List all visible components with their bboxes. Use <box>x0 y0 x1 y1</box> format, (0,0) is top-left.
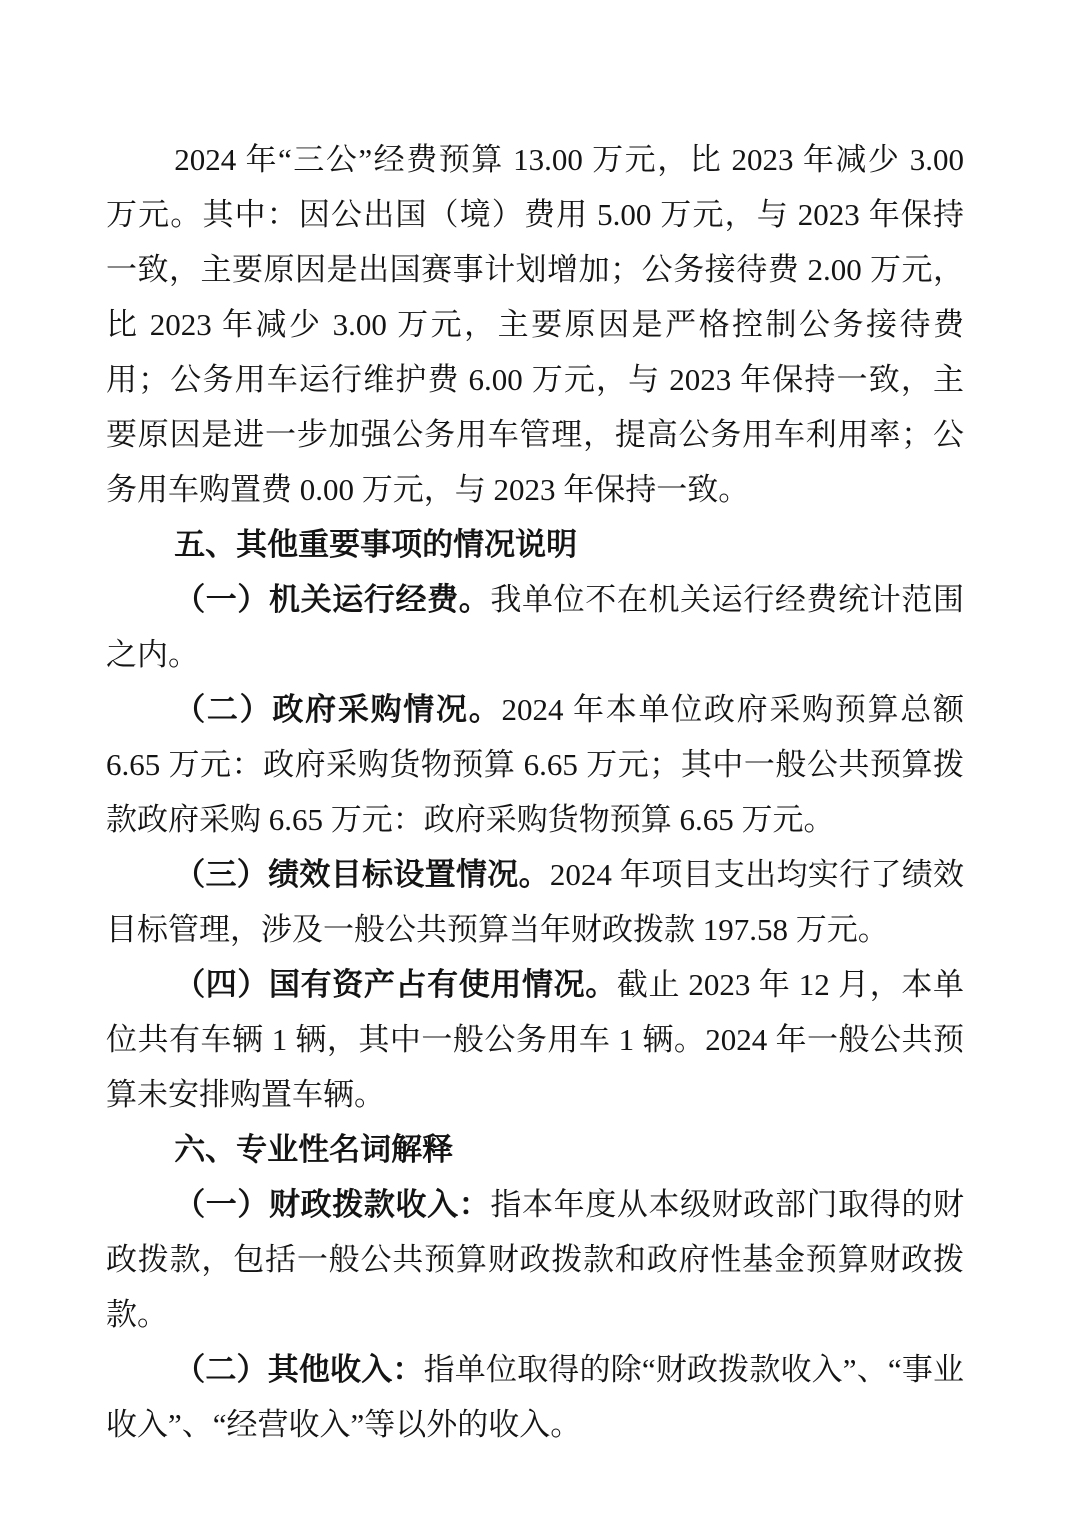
paragraph-text: 指本年度从本级财政部门取得的财政拨款，包括一般公共预算财政拨款和政府性基金预算财政拨款。 <box>106 1187 964 1332</box>
document-body <box>106 132 964 1452</box>
paragraph-text: 2024 年项目支出均实行了绩效目标管理，涉及一般公共预算当年财政拨款 197.58 万元。 <box>106 857 965 947</box>
paragraph-lead: （二）其他收入： <box>174 1352 424 1387</box>
paragraph-text: 我单位不在机关运行经费统计范围之内。 <box>106 582 964 672</box>
paragraph-text: 2024 年“三公”经费预算 13.00 万元，比 2023 年减少 3.00 万元。其中：因公出国（境）费用 5.00 万元，与 2023 年保持一致，主要原因是出国赛事计划增加；公务接待费 2.00 万元，比 2023 年减少 3.00 万元，主要原因是严格控制公务接待费用；公务用车运行维护费 6.00 万元，与 2023 年保持一致，主要原因是进一步加强公务用车管理，提高公务用车利用率；公务用车购置费 0.00 万元，与 2023 年保持一致。 <box>106 142 964 507</box>
section-heading-text: 六、专业性名词解释 <box>174 1132 454 1167</box>
section-heading-six <box>106 1122 964 1177</box>
paragraph-other-income <box>106 1342 964 1452</box>
paragraph-performance-targets <box>106 847 964 957</box>
paragraph-text: 2024 年本单位政府采购预算总额 6.65 万元：政府采购货物预算 6.65 万元；其中一般公共预算拨款政府采购 6.65 万元：政府采购货物预算 6.65 万元。 <box>106 692 965 837</box>
paragraph-lead: （一）财政拨款收入： <box>174 1187 491 1222</box>
paragraph-lead: （二）政府采购情况。 <box>174 692 502 727</box>
paragraph-text: 指单位取得的除“财政拨款收入”、“事业收入”、“经营收入”等以外的收入。 <box>106 1352 965 1442</box>
paragraph-lead: （四）国有资产占有使用情况。 <box>174 967 617 1002</box>
paragraph-fiscal-appropriation-income <box>106 1177 964 1342</box>
paragraph-state-owned-assets <box>106 957 964 1122</box>
section-heading-text: 五、其他重要事项的情况说明 <box>174 527 578 562</box>
paragraph-government-procurement <box>106 682 964 847</box>
paragraph-three-public-expenses <box>106 132 964 517</box>
section-heading-five <box>106 517 964 572</box>
paragraph-lead: （三）绩效目标设置情况。 <box>174 857 550 892</box>
paragraph-text: 截止 2023 年 12 月，本单位共有车辆 1 辆，其中一般公务用车 1 辆。2024 年一般公共预算未安排购置车辆。 <box>106 967 964 1112</box>
paragraph-lead: （一）机关运行经费。 <box>174 582 491 617</box>
paragraph-agency-operating-funds <box>106 572 964 682</box>
